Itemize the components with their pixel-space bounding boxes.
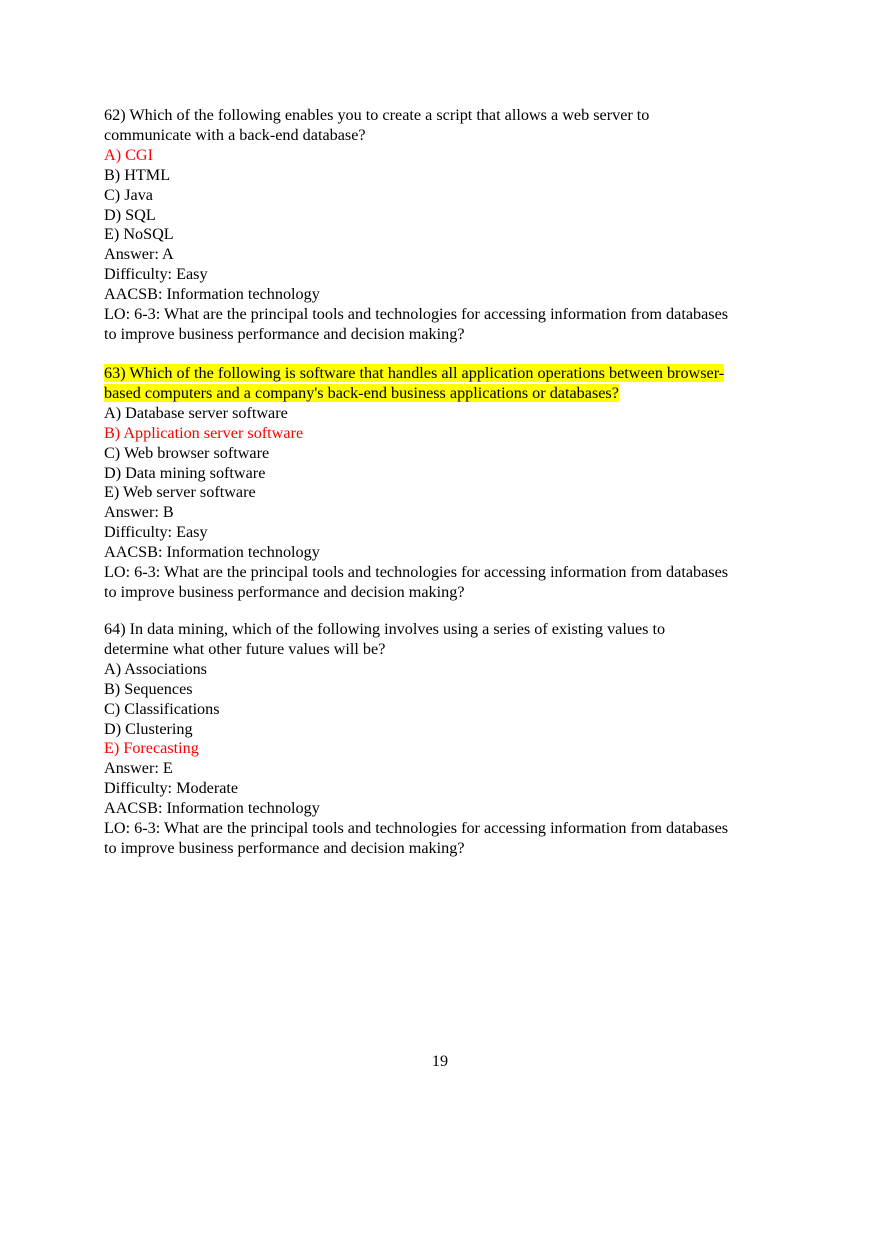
option: C) Web browser software: [104, 443, 270, 462]
difficulty: Difficulty: Easy: [104, 265, 208, 284]
question-stem-highlighted: 63) Which of the following is software that handles all application operations between browser-: [104, 364, 725, 382]
learning-objective-line: to improve business performance and decision making?: [104, 582, 465, 601]
learning-objective-line: LO: 6-3: What are the principal tools and technologies for accessing information from databases: [104, 819, 729, 838]
difficulty: Difficulty: Easy: [104, 523, 208, 542]
question-stem-line: 64) In data mining, which of the following involves using a series of existing values to: [104, 620, 666, 638]
option: E) Web server software: [104, 483, 256, 502]
learning-objective-line: to improve business performance and decision making?: [104, 838, 465, 857]
option: D) Clustering: [104, 719, 193, 738]
answer: Answer: B: [104, 503, 174, 522]
question-63: [104, 364, 784, 603]
question-64: [104, 620, 784, 859]
option: D) SQL: [104, 205, 156, 224]
question-stem-line: communicate with a back-end database?: [104, 125, 366, 144]
question-62: [104, 106, 784, 345]
answer: Answer: A: [104, 245, 174, 264]
option-correct: E) Forecasting: [104, 739, 199, 758]
option: C) Java: [104, 185, 153, 204]
option-correct: B) Application server software: [104, 423, 304, 442]
option: B) Sequences: [104, 679, 193, 698]
learning-objective-line: LO: 6-3: What are the principal tools and technologies for accessing information from databases: [104, 563, 729, 582]
option: C) Classifications: [104, 699, 220, 718]
option: A) Database server software: [104, 403, 288, 422]
learning-objective-line: LO: 6-3: What are the principal tools and technologies for accessing information from databases: [104, 305, 729, 324]
aacsb: AACSB: Information technology: [104, 285, 320, 304]
aacsb: AACSB: Information technology: [104, 543, 320, 562]
learning-objective-line: to improve business performance and decision making?: [104, 324, 465, 343]
option: E) NoSQL: [104, 225, 174, 244]
question-stem-line: 62) Which of the following enables you to create a script that allows a web server to: [104, 106, 650, 124]
question-stem-highlighted: based computers and a company's back-end business applications or databases?: [104, 383, 619, 402]
question-stem-line: determine what other future values will be?: [104, 639, 386, 658]
option-correct: A) CGI: [104, 145, 154, 164]
answer: Answer: E: [104, 759, 173, 778]
option: B) HTML: [104, 165, 171, 184]
page-number: 19: [431, 1052, 449, 1070]
difficulty: Difficulty: Moderate: [104, 779, 239, 798]
aacsb: AACSB: Information technology: [104, 799, 320, 818]
option: D) Data mining software: [104, 463, 266, 482]
option: A) Associations: [104, 659, 207, 678]
